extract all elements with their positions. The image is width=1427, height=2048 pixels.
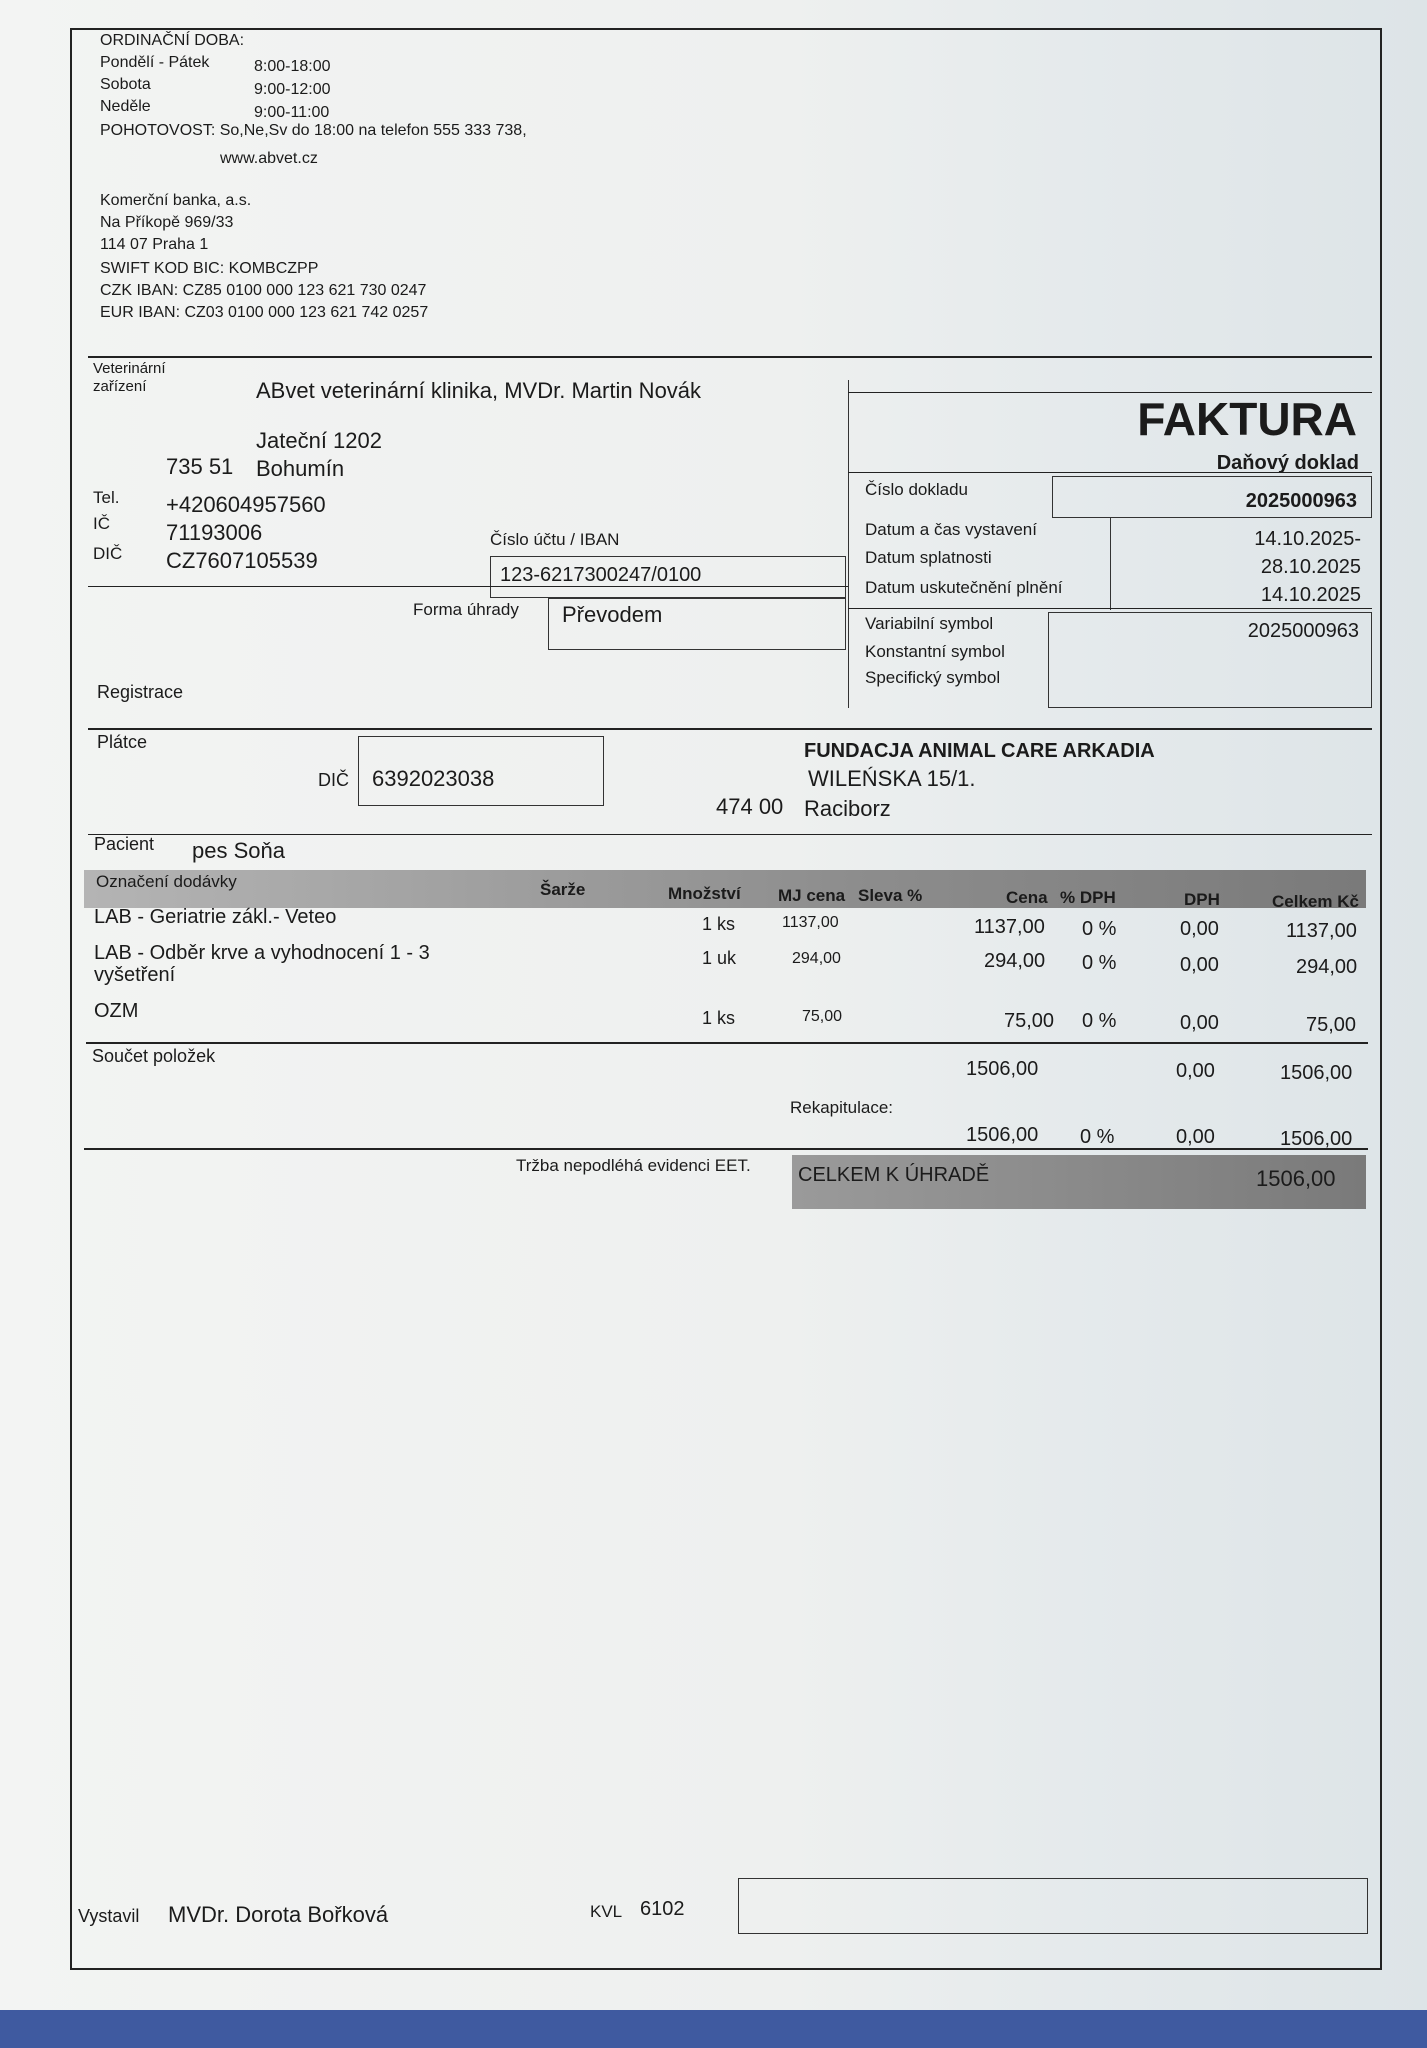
specific-symbol-label: Specifický symbol [865,668,1001,687]
divider [1110,518,1111,610]
col-item: Označení dodávky [96,872,237,891]
hours-day: Sobota [100,76,151,93]
table-row-unit-price: 75,00 [802,1008,843,1025]
clinic-label: Veterinární zařízení [93,360,166,395]
col-price: Cena [1006,888,1048,907]
invoice-title: FAKTURA [1137,393,1357,445]
recap-label: Rekapitulace: [790,1098,894,1117]
recap-total: 1506,00 [1280,1128,1353,1150]
col-qty: Množství [668,884,741,903]
bank-line: CZK IBAN: CZ85 0100 000 123 621 730 0247 [100,282,427,299]
payer-label: Plátce [97,732,148,752]
issued-by-label: Vystavil [78,1906,140,1926]
taxable-label: Datum uskutečnění plnění [865,578,1063,597]
table-row-total: 75,00 [1306,1014,1357,1036]
divider [84,1148,1368,1150]
issued-by: MVDr. Dorota Bořková [168,1902,389,1927]
payer-zip: 474 00 [716,794,784,819]
kvl-label: KVL [590,1902,623,1921]
bank-line: Komerční banka, a.s. [100,192,252,209]
divider [848,472,1372,473]
table-row-vat-rate: 0 % [1082,952,1117,974]
total-label: CELKEM K ÚHRADĚ [798,1164,990,1186]
ic-label: IČ [93,514,110,533]
kvl-number: 6102 [640,1898,685,1920]
clinic-city: Bohumín [256,456,345,481]
sum-total: 1506,00 [1280,1062,1353,1084]
table-row-qty: 1 uk [702,948,737,968]
col-batch: Šarže [540,880,586,899]
invoice-number: 2025000963 [1245,490,1357,512]
table-row-vat-rate: 0 % [1082,1010,1117,1032]
due-label: Datum splatnosti [865,548,992,567]
payer-city: Raciborz [804,796,891,821]
clinic-name: ABvet veterinární klinika, MVDr. Martin Novák [256,378,702,403]
table-row-total: 1137,00 [1286,920,1357,942]
table-row-vat: 0,00 [1180,1012,1219,1034]
hours-time: 9:00-12:00 [254,81,331,98]
divider [88,728,1372,730]
recap-price: 1506,00 [966,1124,1039,1146]
scanner-edge [0,2010,1427,2048]
clinic-tel: +420604957560 [166,492,326,517]
variable-symbol: 2025000963 [1247,620,1359,642]
divider [88,586,848,587]
table-row-total: 294,00 [1296,956,1358,978]
total-amount: 1506,00 [1256,1166,1336,1191]
account-label: Číslo účtu / IBAN [490,530,620,549]
patient-name: pes Soňa [192,838,285,863]
recap-vat: 0,00 [1176,1126,1215,1148]
recap-rate: 0 % [1080,1126,1115,1148]
table-row-item: LAB - Odběr krve a vyhodnocení 1 - 3 [94,942,430,964]
invoice-subtitle: Daňový doklad [1216,452,1359,474]
payer-street: WILEŃSKA 15/1. [808,766,976,791]
table-row-vat-rate: 0 % [1082,918,1117,940]
table-row-unit-price: 294,00 [792,950,841,967]
divider [848,380,849,708]
col-unit-price: MJ cena [778,886,846,905]
table-row-qty: 1 ks [702,1008,736,1028]
patient-label: Pacient [94,834,155,854]
divider [88,356,1372,358]
table-row-item-cont: vyšetření [94,964,176,986]
taxable-date: 14.10.2025 [1260,584,1361,606]
clinic-zip: 735 51 [166,454,234,479]
divider [86,1042,1368,1044]
table-row-price: 294,00 [984,950,1046,972]
payment-method: Převodem [562,602,663,627]
table-row-price: 1137,00 [974,916,1045,938]
constant-symbol-label: Konstantní symbol [865,642,1005,661]
col-discount: Sleva % [858,886,923,905]
table-row-price: 75,00 [1004,1010,1055,1032]
bank-line: 114 07 Praha 1 [100,236,209,253]
issued-date: 14.10.2025- [1254,528,1361,550]
table-row-vat: 0,00 [1180,918,1219,940]
signature-box [738,1878,1368,1934]
bank-line: EUR IBAN: CZ03 0100 000 123 621 742 0257 [100,304,429,321]
col-vat: DPH [1184,890,1220,909]
bank-line: Na Příkopě 969/33 [100,214,234,231]
payer-dic-label: DIČ [318,770,349,790]
payer-dic: 6392023038 [372,766,495,791]
variable-symbol-label: Variabilní symbol [865,614,994,633]
registration-label: Registrace [97,682,184,702]
payer-name: FUNDACJA ANIMAL CARE ARKADIA [804,740,1155,762]
sum-vat: 0,00 [1176,1060,1215,1082]
clinic-dic: CZ7607105539 [166,548,318,573]
table-row-qty: 1 ks [702,914,736,934]
clinic-ic: 71193006 [166,520,263,545]
table-row-item: OZM [94,1000,139,1022]
table-row-unit-price: 1137,00 [782,914,839,931]
table-row-item: LAB - Geriatrie zákl.- Veteo [94,906,337,928]
website: www.abvet.cz [220,150,318,167]
invoice-number-label: Číslo dokladu [865,480,969,499]
issued-label: Datum a čas vystavení [865,520,1037,539]
col-total: Celkem Kč [1272,892,1359,911]
hours-day: Neděle [100,98,151,115]
clinic-street: Jateční 1202 [256,428,382,453]
hours-day: Pondělí - Pátek [100,54,210,71]
divider [848,608,1372,609]
hours-title: ORDINAČNÍ DOBA: [100,32,245,49]
due-date: 28.10.2025 [1260,556,1361,578]
dic-label: DIČ [93,544,123,563]
account-number: 123-6217300247/0100 [500,564,702,586]
col-vat-rate: % DPH [1060,888,1116,907]
divider [88,834,1372,835]
tel-label: Tel. [93,488,120,507]
hours-time: 9:00-11:00 [254,104,330,121]
hours-time: 8:00-18:00 [254,58,331,75]
payment-label: Forma úhrady [413,600,519,619]
sum-price: 1506,00 [966,1058,1039,1080]
bank-line: SWIFT KOD BIC: KOMBCZPP [100,260,319,277]
emergency-line: POHOTOVOST: So,Ne,Sv do 18:00 na telefon 555 333 738, [100,122,527,139]
table-row-vat: 0,00 [1180,954,1219,976]
sum-label: Součet položek [92,1046,216,1066]
eet-note: Tržba nepodléhá evidenci EET. [516,1156,751,1175]
